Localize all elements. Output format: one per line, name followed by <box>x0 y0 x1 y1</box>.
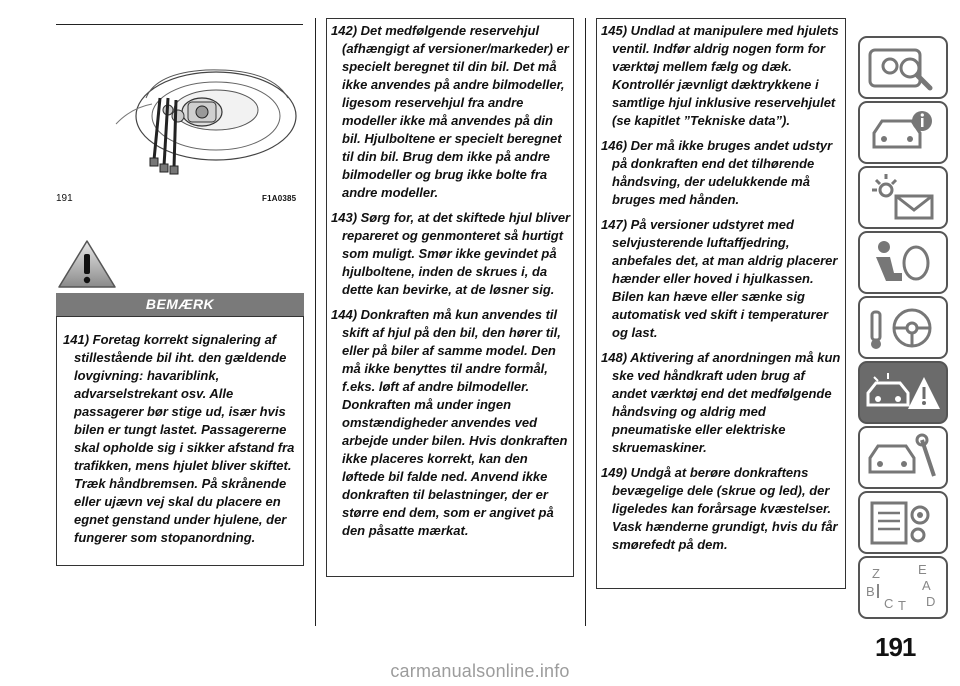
index-letter-t: T <box>898 598 906 613</box>
tab-dashboard[interactable] <box>858 36 948 99</box>
car-wrench-icon <box>860 428 946 487</box>
tab-index[interactable] <box>858 556 948 619</box>
tab-technical-data[interactable] <box>858 491 948 554</box>
note-142: 142) Det medfølgende reservehjul (afhængigt af versioner/markeder) er specielt beregnet til din bil. Det må ikke anvendes på andre bilmodeller, ligesom reservehjul fra andre modeller ikke må anvendes på din bil. Hjulboltene er specielt beregnet til din bil. Brug dem ikke på andre bilmodeller og brug ikke bolte fra andre modeller. <box>331 23 569 200</box>
dashboard-search-icon <box>860 38 946 97</box>
page-number: 191 <box>875 632 916 662</box>
column-divider-right <box>585 18 586 626</box>
footer-watermark: carmanualsonline.info <box>390 661 570 681</box>
tab-servicing[interactable] <box>858 426 948 489</box>
alphabet-index-icon <box>860 558 946 617</box>
tab-starting-driving[interactable] <box>858 296 948 359</box>
index-letter-b: B <box>866 584 875 599</box>
tab-in-an-emergency[interactable] <box>858 361 948 424</box>
note-143: 143) Sørg for, at det skiftede hjul bliver repareret og genmonteret så hurtigt som muligt. Smør ikke gevindet på hjulboltene, inden de skrues i, da dette kan bevirke, at de løsner sig. <box>331 210 571 297</box>
airbag-passenger-icon <box>860 233 946 292</box>
steering-wheel-key-icon <box>860 298 946 357</box>
warning-triangle-icon <box>56 238 118 290</box>
note-146: 146) Der må ikke bruges andet udstyr på donkraften end det tilhørende håndsving, der udelukkende må bruges med hånden. <box>601 138 833 207</box>
index-letter-c: C <box>884 596 894 611</box>
top-rule <box>56 24 303 25</box>
note-148: 148) Aktivering af anordningen må kun ske ved håndkraft uden brug af andet værktøj end det medfølgende håndsving og aldrig med pneumatiske eller elektriske skruemaskiner. <box>601 350 841 455</box>
spare-wheel-illustration <box>56 28 303 188</box>
note-box-right <box>596 18 846 589</box>
car-info-icon <box>860 103 946 162</box>
warning-light-message-icon <box>860 168 946 227</box>
note-141: 141) Foretag korrekt signalering af stillestående bil iht. den gældende lovgivning: havariblink, advarselstrekant osv. Alle passagerer bør stige ud, især hvis bilen er tungt lastet. Passagererne skal opholde sig i sikker afstand fra trafikken, mens hjulet bliver skiftet. Træk håndbremsen. På skrånende eller ujævn vej skal du placere en egnet genstand under hjulene, der fungerer som stopanordning. <box>63 332 295 545</box>
figure-code: F1A0385 <box>262 194 297 203</box>
emergency-car-triangle-icon <box>860 363 946 422</box>
tab-warning-lights[interactable] <box>858 166 948 229</box>
warning-heading: BEMÆRK <box>56 293 304 316</box>
index-letter-e: E <box>918 562 927 577</box>
index-letter-d: D <box>926 594 936 609</box>
index-letter-a: A <box>922 578 931 593</box>
index-letter-z: Z <box>872 566 880 581</box>
document-gear-icon <box>860 493 946 552</box>
tab-getting-to-know[interactable] <box>858 101 948 164</box>
note-145: 145) Undlad at manipulere med hjulets ventil. Indfør aldrig nogen form for værktøj mellem fælg og dæk. Kontrollér jævnligt dæktrykkene i samtlige hjul inklusive reservehjulet (se kapitlet ”Tekniske data”). <box>601 23 839 128</box>
note-box-middle <box>326 18 574 577</box>
tab-safety[interactable] <box>858 231 948 294</box>
column-divider-left <box>315 18 316 626</box>
note-149: 149) Undgå at berøre donkraftens bevægelige dele (skrue og led), der ligeledes kan forårsage kvæstelser. Vask hænderne grundigt, hvis du får smørefedt på dem. <box>601 465 838 552</box>
note-147: 147) På versioner udstyret med selvjusterende luftaffjedring, anbefales det, at man aldrig placerer hænder eller hoved i hjulkassen. Bilen kan hæve eller sænke sig automatisk ved skift i temperaturer og last. <box>601 217 838 340</box>
spare-wheel-figure <box>56 28 303 188</box>
figure-number: 191 <box>56 193 73 204</box>
note-box-left <box>56 316 304 566</box>
note-144: 144) Donkraften må kun anvendes til skift af hjul på den bil, den hører til, eller på biler af samme model. Den må ikke benyttes til andre formål, f.eks. løft af andre bilmodeller. Donkraften må under ingen omstændigheder anvendes ved arbejde under bilen. Hvis donkraften ikke placeres korrekt, kan den løftede bil falde ned. Anvend ikke donkraften til belastninger, der er større end dem, som er angivet på den påsatte mærkat. <box>331 307 568 538</box>
